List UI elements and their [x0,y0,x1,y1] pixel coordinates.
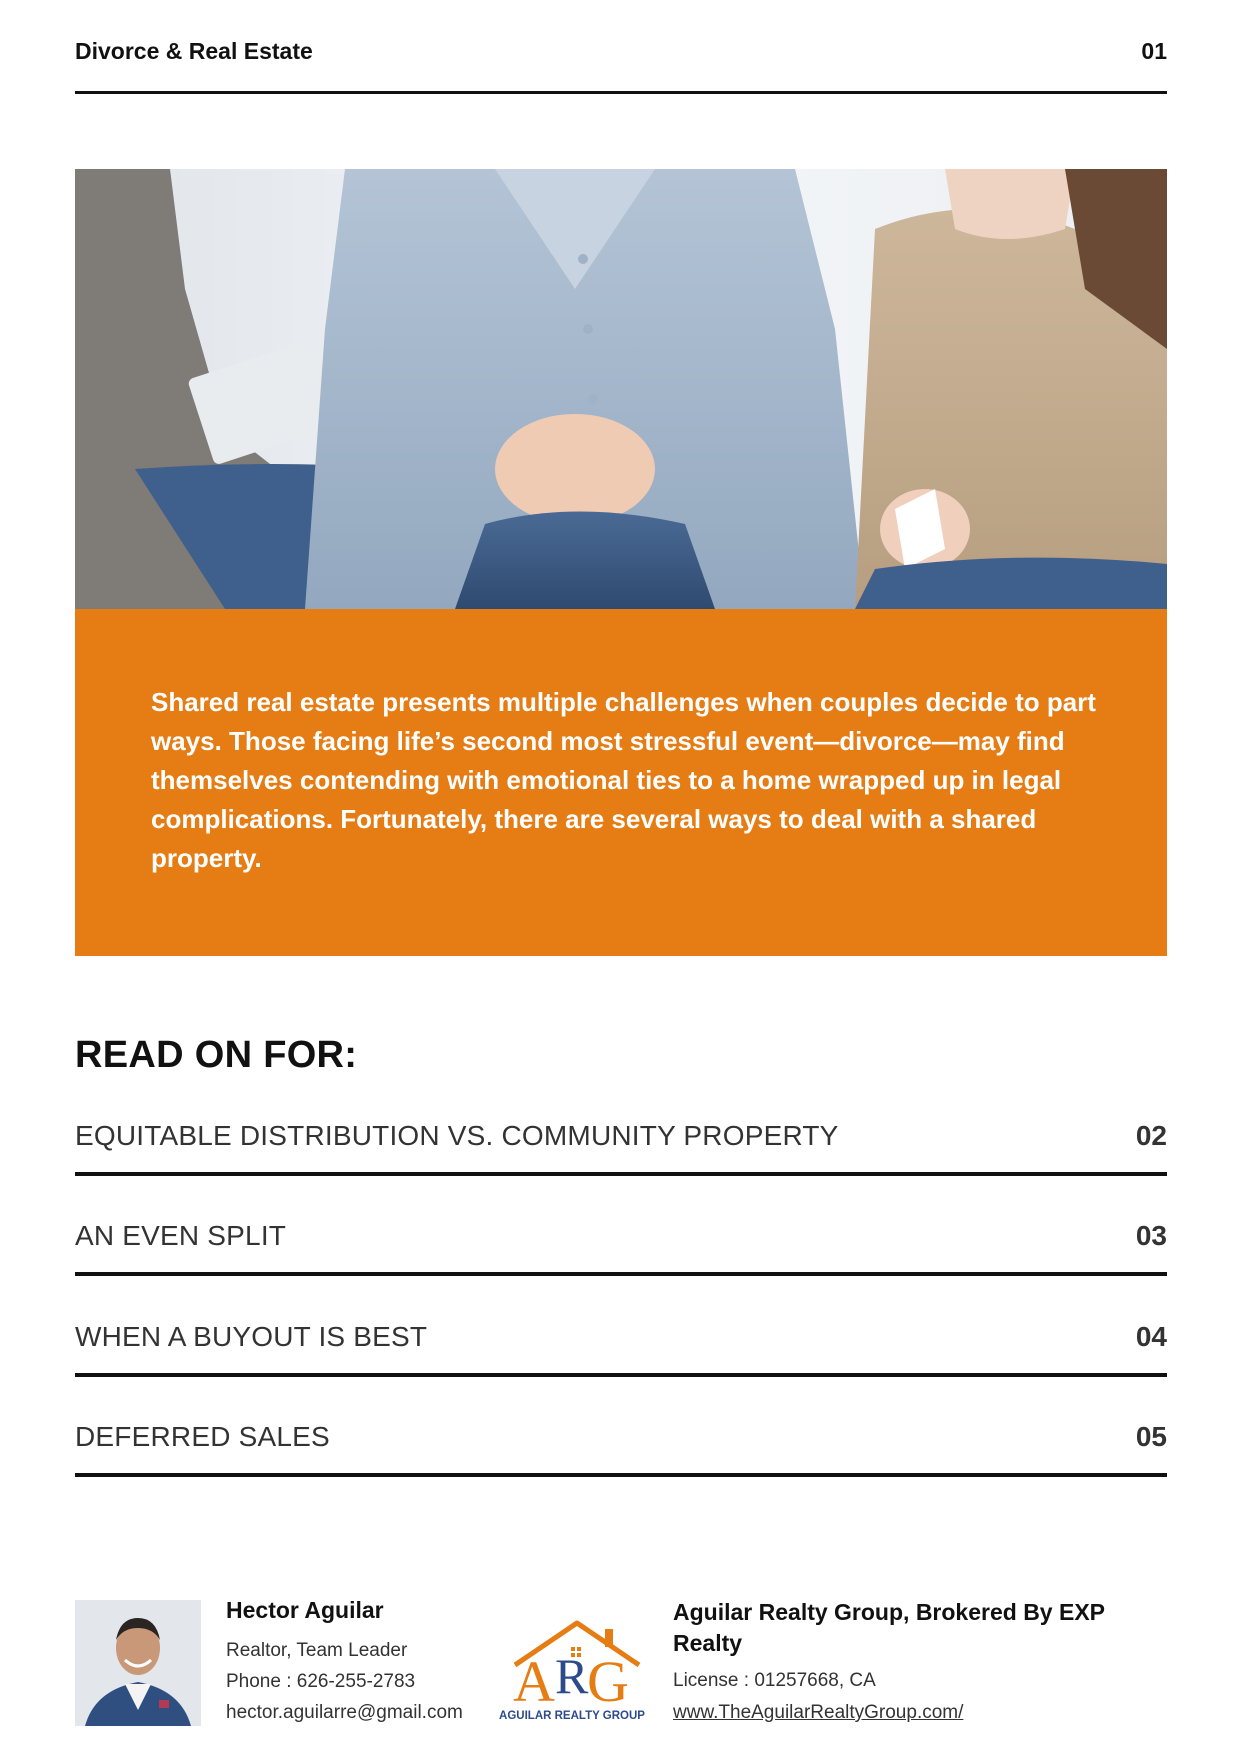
logo-letter-r: R [555,1648,589,1704]
toc-item[interactable] [75,1176,1167,1277]
page-header [75,38,1167,94]
document-title: Divorce & Real Estate [75,38,313,64]
intro-box [75,609,1167,956]
company-name: Aguilar Realty Group, Brokered By EXP Realty [673,1599,1105,1656]
toc-item-page: 02 [1135,1119,1167,1151]
toc-item-label: WHEN A BUYOUT IS BEST [75,1320,428,1352]
toc-item-page: 03 [1135,1220,1167,1251]
logo-letter-a: A [513,1649,555,1714]
toc-item[interactable] [75,1075,1167,1176]
agent-info [226,1597,463,1728]
toc-item-page: 04 [1135,1320,1167,1352]
agent-footer [75,1597,1167,1727]
company-website-link[interactable]: www.TheAguilarRealtyGroup.com/ [673,1702,964,1723]
toc-item-label: AN EVEN SPLIT [75,1220,287,1251]
toc-item-label: EQUITABLE DISTRIBUTION VS. COMMUNITY PROPERTY [75,1119,839,1151]
logo-tagline: AGUILAR REALTY GROUP [499,1710,645,1722]
page-number: 01 [1141,38,1167,64]
agent-name: Hector Aguilar [226,1597,384,1623]
logo-letter-g: G [587,1649,629,1714]
toc-item[interactable] [75,1377,1167,1478]
agent-role: Realtor, Team Leader [226,1640,408,1661]
table-of-contents [75,1075,1167,1477]
agent-phone[interactable]: Phone : 626-255-2783 [226,1671,416,1692]
agent-avatar [75,1600,201,1726]
toc-item-label: DEFERRED SALES [75,1421,330,1452]
company-license: License : 01257668, CA [673,1670,876,1691]
read-on-heading: READ ON FOR: [75,1034,358,1076]
company-info [673,1597,1167,1729]
intro-text: Shared real estate presents multiple challenges when couples decide to part ways. Those facing life’s second most stressful event—divorce—may find themselves contending with emotional ties to a home wrapped up in legal complications. Fortunately, there are several ways to deal with a shared property. [151,687,1096,873]
agent-email[interactable]: hector.aguilarre@gmail.com [226,1702,463,1723]
toc-item-page: 05 [1135,1421,1167,1452]
company-logo [495,1613,650,1725]
toc-item[interactable] [75,1276,1167,1377]
hero-photo [75,169,1167,609]
